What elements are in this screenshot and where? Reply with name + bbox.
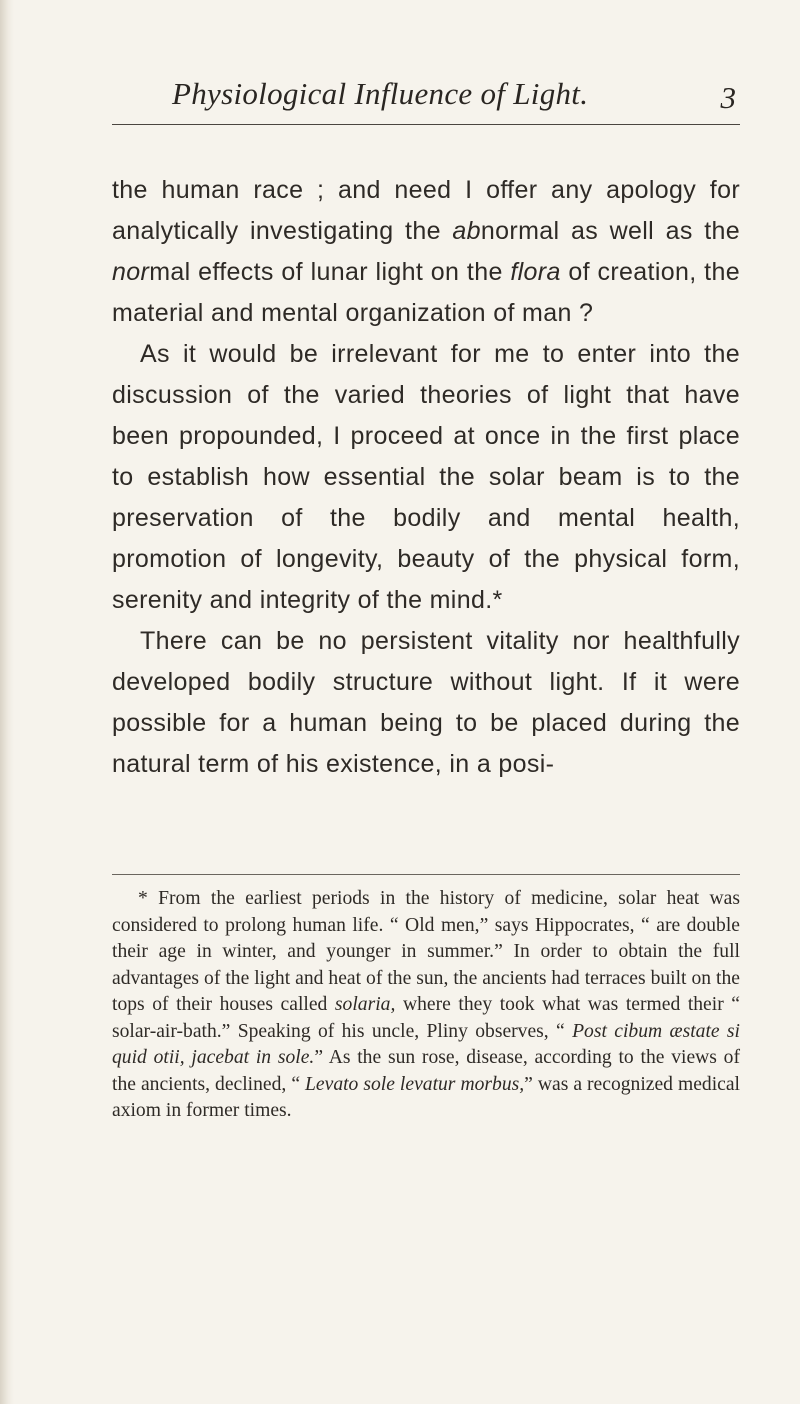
paragraph-1	[112, 170, 740, 334]
p1-flora: flora	[510, 258, 561, 286]
page-binding-edge	[0, 0, 14, 1404]
p1-seg2: normal as well as the	[480, 217, 740, 245]
running-head	[112, 76, 740, 120]
fn-solaria: solaria,	[334, 994, 396, 1015]
fn-seg1: * From the earliest periods in the history of medicine, solar heat was considered to prolong human life. “ Old men,” says Hippocrates, “ are double their age in winter, and younger in summer.” In order to obtain the full advantages of the light and heat of the sun, the ancients had terraces built on the tops of their houses called	[112, 888, 740, 1015]
p1-nor-prefix: nor	[112, 258, 150, 286]
main-text	[112, 170, 740, 785]
fn-latin-quote-2: Levato sole levatur morbus,	[305, 1073, 525, 1095]
footnote-rule	[112, 874, 740, 875]
fn-seg2: where they took what was termed their “ solar-air-bath.” Speaking of his uncle, Pliny observes, “	[112, 994, 741, 1042]
page-number: 3	[720, 80, 736, 115]
p1-seg3: mal effects of lunar light on the	[149, 258, 511, 286]
p1-seg4: of creation, the material and mental organization of man ?	[112, 258, 740, 327]
header-rule	[112, 124, 740, 125]
p1-seg1: the human race ; and need I offer any apology for analytically investigating the	[112, 176, 740, 245]
fn-seg3: ” As the sun rose, disease, according to the views of the ancients, declined, “	[112, 1047, 741, 1095]
footnote-paragraph	[112, 886, 740, 1125]
paragraph-2: As it would be irrelevant for me to enter into the discussion of the varied theories of light that have been propounded, I proceed at once in the first place to establish how essential the solar beam is to the preservation of the bodily and mental health, promotion of longevity, beauty of the physical form, serenity and integrity of the mind.*	[112, 340, 740, 614]
fn-latin-quote-1: Post cibum æstate si quid otii, jacebat in sole.	[112, 1020, 740, 1068]
fn-seg4: ” was a recognized medical axiom in former times.	[112, 1073, 740, 1121]
paragraph-3: There can be no persistent vitality nor healthfully developed bodily structure without light. If it were possible for a human being to be placed during the natural term of his existence, in a posi-	[112, 627, 740, 778]
footnote	[112, 886, 740, 1125]
p1-ab-prefix: ab	[452, 217, 481, 245]
running-title: Physiological Influence of Light.	[172, 76, 589, 111]
